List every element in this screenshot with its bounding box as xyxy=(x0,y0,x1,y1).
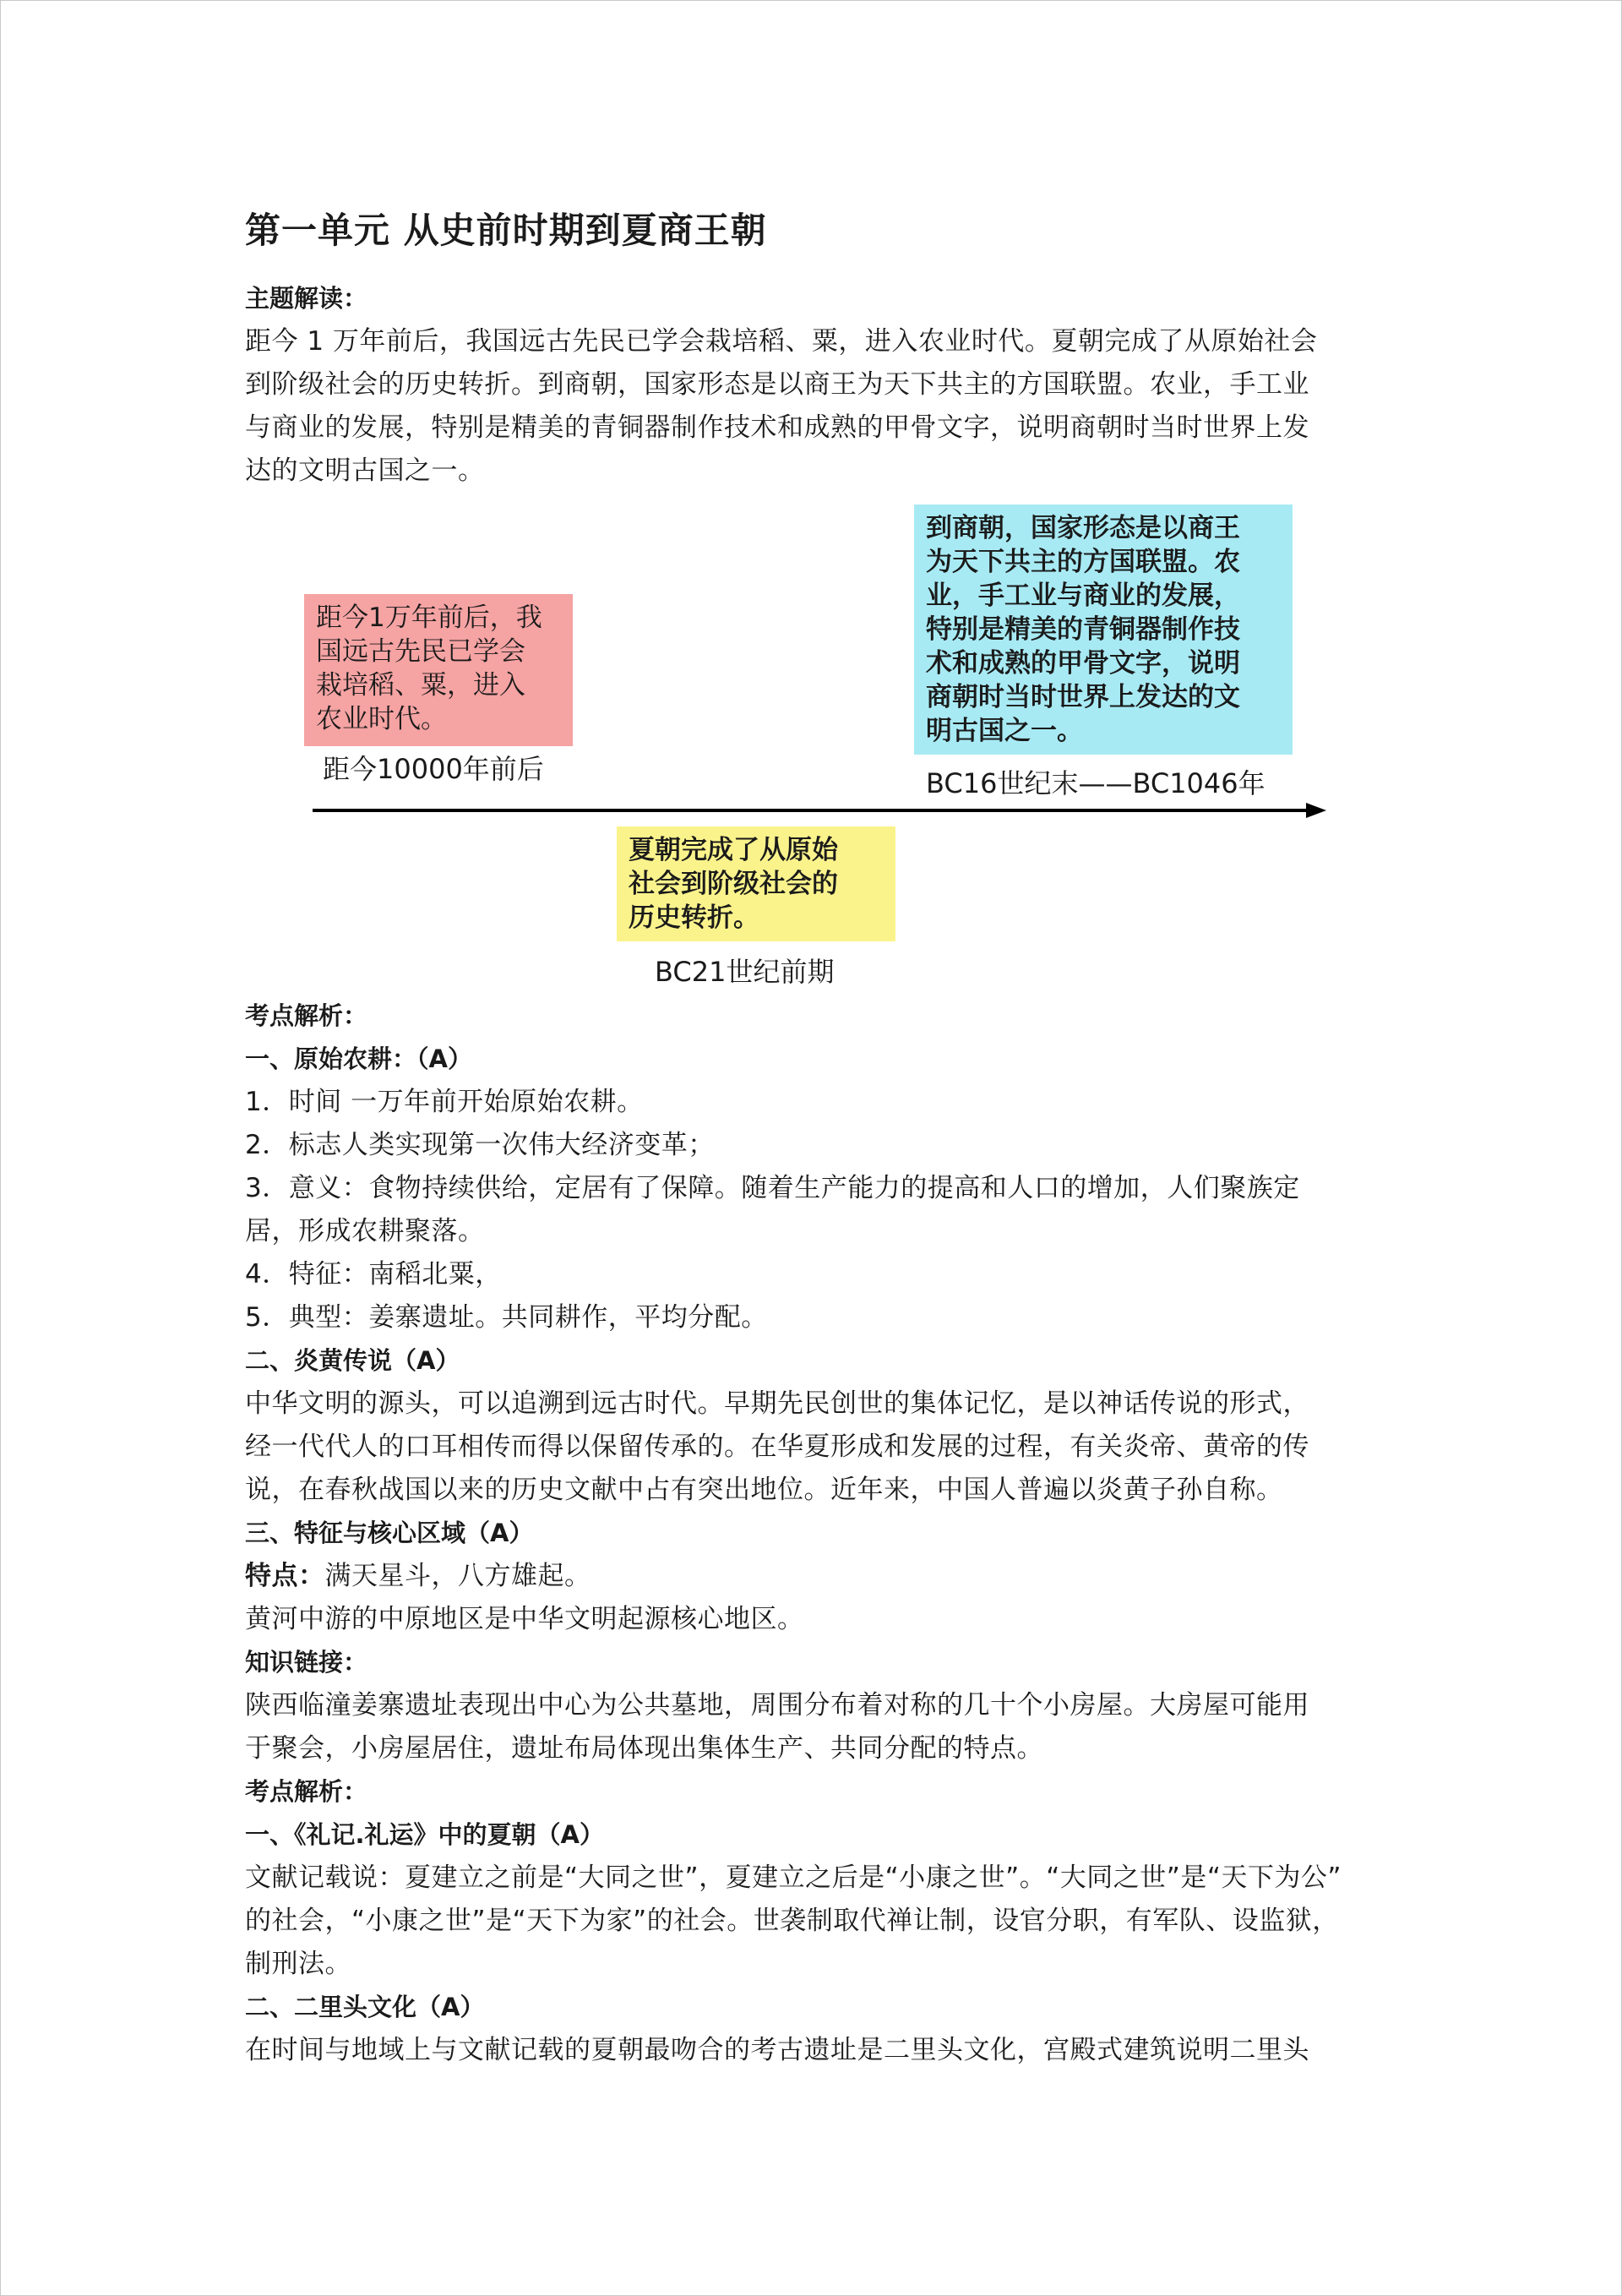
timeline-axis-arrow xyxy=(313,800,1326,821)
subheading-liji: 一、《礼记.礼运》中的夏朝（A） xyxy=(245,1820,604,1849)
farming-item-3: 3．意义：食物持续供给，定居有了保障。随着生产能力的提高和人口的增加，人们聚族定 xyxy=(245,1173,1300,1203)
knowledge-link-heading: 知识链接： xyxy=(245,1648,368,1677)
timeline-label-shang: BC16世纪末——BC1046年 xyxy=(926,767,1265,799)
yanhuang-line-2: 经一代代人的口耳相传而得以保留传承的。在华夏形成和发展的过程，有关炎帝、黄帝的传 xyxy=(245,1432,1309,1462)
box-line: 栽培稻、粟，进入 xyxy=(316,670,525,701)
theme-line-3: 与商业的发展，特别是精美的青铜器制作技术和成熟的甲骨文字，说明商朝时当时世界上发 xyxy=(245,412,1309,443)
yanhuang-line-1: 中华文明的源头，可以追溯到远古时代。早期先民创世的集体记忆，是以神话传说的形式， xyxy=(245,1388,1309,1419)
farming-item-4: 4．特征：南稻北粟， xyxy=(245,1259,502,1290)
knowledge-link-line-1: 陕西临潼姜寨遗址表现出中心为公共墓地，周围分布着对称的几十个小房屋。大房屋可能用 xyxy=(245,1690,1309,1721)
timeline-box-shang xyxy=(914,504,1293,755)
farming-item-1: 1．时间 一万年前开始原始农耕。 xyxy=(245,1087,644,1117)
document-body xyxy=(245,203,1385,2072)
box-line: 历史转折。 xyxy=(629,903,759,933)
timeline-label-neolithic: 距今10000年前后 xyxy=(323,753,544,785)
core-region-line: 黄河中游的中原地区是中华文明起源核心地区。 xyxy=(245,1604,804,1634)
box-line: 商朝时当时世界上发达的文 xyxy=(926,682,1240,712)
knowledge-link-line-2: 于聚会，小房屋居住，遗址布局体现出集体生产、共同分配的特点。 xyxy=(245,1733,1043,1764)
farming-item-2: 2．标志人类实现第一次伟大经济变革； xyxy=(245,1130,715,1160)
box-line: 国远古先民已学会 xyxy=(316,636,525,667)
theme-line-4: 达的文明古国之一。 xyxy=(245,455,485,486)
liji-line-2: 的社会，“小康之世”是“天下为家”的社会。世袭制取代禅让制，设官分职，有军队、设监狱， xyxy=(245,1906,1339,1936)
feature-line xyxy=(245,1555,1385,1598)
timeline-box-neolithic xyxy=(304,594,573,746)
box-line: 业，手工业与商业的发展， xyxy=(926,581,1240,611)
box-line: 特别是精美的青铜器制作技 xyxy=(926,614,1240,645)
feature-text: 满天星斗，八方雄起。 xyxy=(324,1561,591,1591)
theme-line-2: 到阶级社会的历史转折。到商朝，国家形态是以商王为天下共主的方国联盟。农业，手工业 xyxy=(245,369,1309,400)
box-line: 农业时代。 xyxy=(316,704,447,734)
theme-line-1: 距今 1 万年前后，我国远古先民已学会栽培稻、粟，进入农业时代。夏朝完成了从原始社会 xyxy=(245,326,1318,357)
theme-heading: 主题解读： xyxy=(245,284,368,313)
yanhuang-line-3: 说，在春秋战国以来的历史文献中占有突出地位。近年来，中国人普遍以炎黄子孙自称。 xyxy=(245,1475,1283,1505)
box-line: 距今1万年前后，我 xyxy=(316,603,542,633)
box-line: 为天下共主的方国联盟。农 xyxy=(926,547,1240,577)
liji-line-3: 制刑法。 xyxy=(245,1949,351,1979)
analysis-heading-2: 考点解析： xyxy=(245,1777,368,1806)
box-line: 社会到阶级社会的 xyxy=(629,869,838,899)
analysis-heading-1: 考点解析： xyxy=(245,1001,368,1030)
farming-item-3-cont: 居，形成农耕聚落。 xyxy=(245,1216,485,1246)
subheading-erlitou: 二、二里头文化（A） xyxy=(245,1993,485,2021)
arrowhead-icon xyxy=(1306,803,1326,818)
liji-line-1: 文献记载说：夏建立之前是“大同之世”，夏建立之后是“小康之世”。“大同之世”是“天下为公” xyxy=(245,1862,1342,1893)
timeline-label-xia: BC21世纪前期 xyxy=(655,956,835,988)
timeline-box-xia xyxy=(617,826,895,941)
box-line: 到商朝，国家形态是以商王 xyxy=(926,513,1240,543)
subheading-farming: 一、原始农耕：（A） xyxy=(245,1044,472,1073)
farming-item-5: 5．典型：姜寨遗址。共同耕作，平均分配。 xyxy=(245,1302,768,1333)
page-title: 第一单元 从史前时期到夏商王朝 xyxy=(245,210,767,251)
box-line: 术和成熟的甲骨文字，说明 xyxy=(926,648,1240,679)
box-line: 明古国之一。 xyxy=(926,716,1083,746)
subheading-core-region: 三、特征与核心区域（A） xyxy=(245,1519,534,1547)
feature-label: 特点： xyxy=(245,1561,325,1591)
erlitou-line-1: 在时间与地域上与文献记载的夏朝最吻合的考古遗址是二里头文化，宫殿式建筑说明二里头 xyxy=(245,2035,1309,2065)
timeline-diagram xyxy=(245,504,1385,995)
box-line: 夏朝完成了从原始 xyxy=(629,835,838,865)
subheading-yanhuang: 二、炎黄传说（A） xyxy=(245,1346,460,1375)
